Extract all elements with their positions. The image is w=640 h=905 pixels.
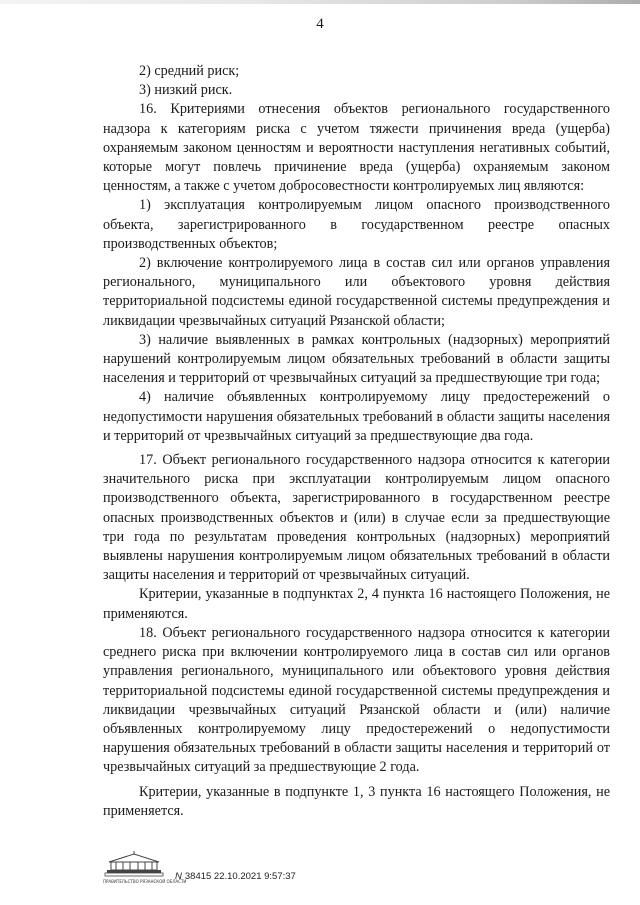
- document-footer: [103, 843, 523, 891]
- stamp-mark: N: [175, 871, 182, 882]
- paragraph-17: 17. Объект регионального государственного надзора относится к категории значительного риска при эксплуатации контролируемым лицом опасного производственного объекта, зарегистрированного в государственном реестре опасных производственных объектов и (или) в случае если за предшествующие три года по результатам проведения контрольных (надзорных) мероприятий выявлены нарушения контролируемым лицом обязательных требований в области защиты населения и территорий от чрезвычайных ситуаций.: [103, 452, 610, 584]
- paragraph-18-exclusion: Критерии, указанные в подпункте 1, 3 пункта 16 настоящего Положения, не применяется.: [103, 783, 610, 819]
- paragraph-18: 18. Объект регионального государственного надзора относится к категории среднего риска при включении контролируемого лица в состав сил или органов управления регионального, муниципального или объектового уровня действия территориальной подсистемы единой государственной системы предупреждения и ликвидации чрезвычайных ситуаций Рязанской области и (или) наличие объявленных контролируемому лицу предостережений о недопустимости нарушения обязательных требований в области защиты населения и территорий от чрезвычайных ситуаций за предшествующие 2 года.: [103, 624, 610, 776]
- scan-edge: [0, 0, 640, 4]
- emblem-caption: ПРАВИТЕЛЬСТВО РЯЗАНСКОЙ ОБЛАСТИ: [103, 879, 187, 884]
- criterion-4: 4) наличие объявленных контролируемому лицу предостережений о недопустимости нарушения обязательных требований в области защиты населения и территорий от чрезвычайных ситуаций за предшествующие два года.: [103, 389, 610, 444]
- criterion-1: 1) эксплуатация контролируемым лицом опасного производственного объекта, зарегистрированного в государственном реестре опасных производственных объектов;: [103, 197, 610, 252]
- paragraph-17-exclusion: Критерии, указанные в подпунктах 2, 4 пункта 16 настоящего Положения, не применяются.: [103, 586, 610, 622]
- paragraph-16: 16. Критериями отнесения объектов регионального государственного надзора к категориям риска с учетом тяжести причинения вреда (ущерба) охраняемым законом ценностям и вероятности наступления негативных событий, которые могут повлечь причинение вреда (ущерба) охраняемым законом ценностям, а также с учетом добросовестности контролируемых лиц являются:: [103, 101, 610, 195]
- registration-stamp: [175, 871, 296, 882]
- document-body: [103, 62, 610, 821]
- list-item-low-risk: 3) низкий риск.: [139, 82, 233, 99]
- criterion-2: 2) включение контролируемого лица в состав сил или органов управления регионального, муниципального или объектового уровня действия территориальной подсистемы единой государственной системы предупреждения и ликвидации чрезвычайных ситуаций Рязанской области;: [103, 255, 610, 329]
- list-item-medium-risk: 2) средний риск;: [139, 63, 240, 79]
- registration-number-datetime: 38415 22.10.2021 9:57:37: [184, 871, 296, 882]
- criterion-3: 3) наличие выявленных в рамках контрольных (надзорных) мероприятий нарушений контролируемым лицом обязательных требований в области защиты населения и территорий от чрезвычайных ситуаций за предшествующие три года;: [103, 331, 610, 387]
- page-number: 4: [316, 16, 324, 32]
- government-building-icon: [103, 851, 165, 877]
